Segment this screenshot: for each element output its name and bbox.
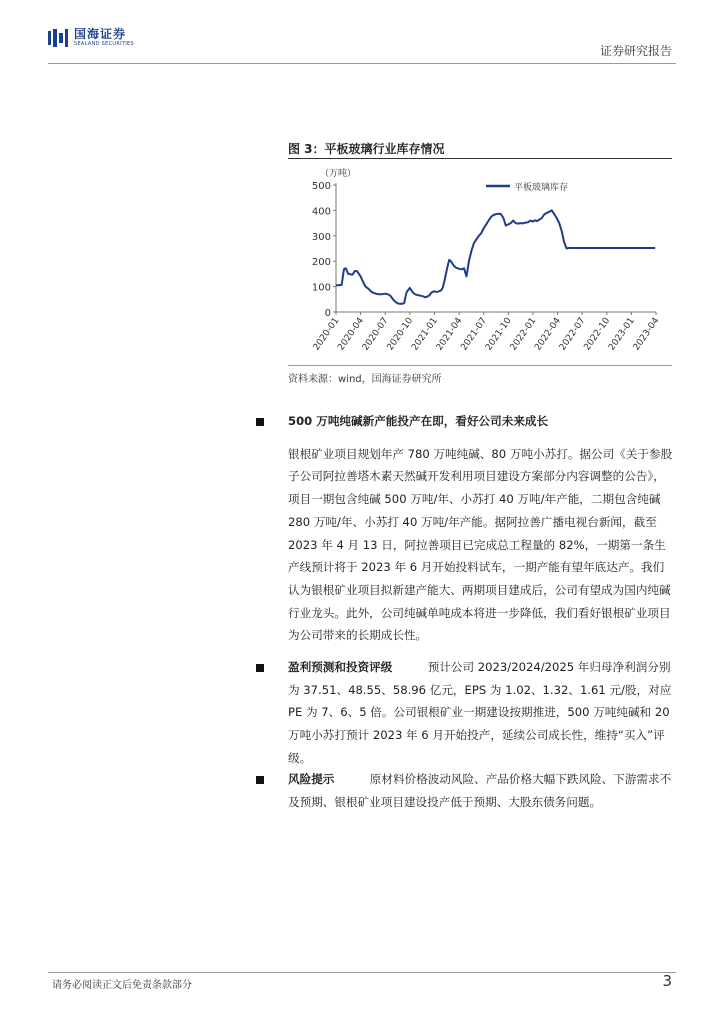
y-tick-label: 400 xyxy=(311,206,331,218)
x-tick-label: 2021-01 xyxy=(410,315,440,353)
page-number: 3 xyxy=(662,972,672,990)
logo-text-cn: 国海证券 xyxy=(74,27,127,41)
x-tick-label: 2022-07 xyxy=(557,315,588,353)
x-tick-label: 2022-10 xyxy=(582,315,613,353)
x-tick-label: 2023-01 xyxy=(607,315,637,353)
inventory-line-chart xyxy=(288,160,672,364)
x-tick-label: 2021-10 xyxy=(484,315,514,353)
x-tick-label: 2020-10 xyxy=(385,315,416,353)
figure-source: 资料来源：wind，国海证券研究所 xyxy=(288,374,442,385)
y-tick-label: 200 xyxy=(311,257,331,269)
figure-bottom-rule xyxy=(288,365,672,366)
section-capacity-body: 银根矿业项目规划年产 780 万吨纯碱、80 万吨小苏打。据公司《关于参股子公司阿拉善塔木素天然碱开发利用项目建设方案部分内容调整的公告》，项目一期包含纯碱 500 万吨/年、小苏打 40 万吨/年产能，二期包含纯碱 280 万吨/年、小苏打 40 万吨/年产能。据阿拉善广播电视台新闻，截至 2023 年 4 月 13 日，阿拉善项目已完成总工程量的 82%，一期第一条生产线预计将于 2023 年 6 月开始投料试车，一期产能有望年底达产。我们认为银根矿业项目拟新建产能大、两期项目建成后，公司有望成为国内纯碱行业龙头。此外，公司纯碱单吨成本将进一步降低，我们看好银根矿业项目为公司带来的长期成长性。 xyxy=(288,446,673,643)
figure-title: 图 3：平板玻璃行业库存情况 xyxy=(288,142,445,156)
x-tick-label: 2020-04 xyxy=(336,315,367,353)
section-bullet-forecast xyxy=(256,664,264,672)
section-capacity-title: 500 万吨纯碱新产能投产在即，看好公司未来成长 xyxy=(288,414,549,428)
y-tick-label: 0 xyxy=(324,308,331,319)
logo-mark-icon xyxy=(48,29,70,47)
x-tick-label: 2022-04 xyxy=(533,315,563,353)
footer-divider xyxy=(48,972,676,973)
company-logo xyxy=(48,28,134,47)
header-divider xyxy=(48,63,676,64)
legend-label: 平板玻璃库存 xyxy=(514,183,569,193)
section-risk-title: 风险提示 xyxy=(288,772,335,786)
section-capacity xyxy=(288,410,674,647)
series-line-0 xyxy=(336,210,655,304)
x-tick-label: 2021-07 xyxy=(459,315,490,353)
x-tick-label: 2023-04 xyxy=(631,315,662,353)
section-risk xyxy=(288,768,674,813)
x-tick-label: 2020-07 xyxy=(360,315,391,353)
footer-disclaimer: 请务必阅读正文后免责条款部分 xyxy=(52,980,192,991)
figure-top-rule xyxy=(288,158,672,159)
x-tick-label: 2021-04 xyxy=(434,315,465,353)
logo-text-en: SEALAND SECURITIES xyxy=(74,41,134,47)
section-forecast-title: 盈利预测和投资评级 xyxy=(288,660,393,674)
section-forecast xyxy=(288,656,674,770)
section-forecast-body: 预计公司 2023/2024/2025 年归母净利润分别为 37.51、48.55、58.96 亿元，EPS 为 1.02、1.32、1.61 元/股，对应 PE 为 7、6、5 倍。公司银根矿业一期建设按期推进，500 万吨纯碱和 20 万吨小苏打预计 2023 年 6 月开始投产，延续公司成长性，维持“买入”评级。 xyxy=(288,660,672,765)
section-bullet-capacity xyxy=(256,418,264,426)
y-tick-label: 500 xyxy=(311,181,331,192)
report-type-label: 证券研究报告 xyxy=(599,44,672,58)
section-risk-body: 原材料价格波动风险、产品价格大幅下跌风险、下游需求不及预期、银根矿业项目建设投产低于预期、大股东债务问题。 xyxy=(288,772,672,809)
y-axis-unit-label: （万吨） xyxy=(320,169,357,179)
y-tick-label: 300 xyxy=(311,231,331,243)
x-tick-label: 2022-01 xyxy=(508,315,539,353)
y-tick-label: 100 xyxy=(311,282,331,294)
section-bullet-risk xyxy=(256,776,264,784)
x-tick-label: 2020-01 xyxy=(311,315,342,353)
